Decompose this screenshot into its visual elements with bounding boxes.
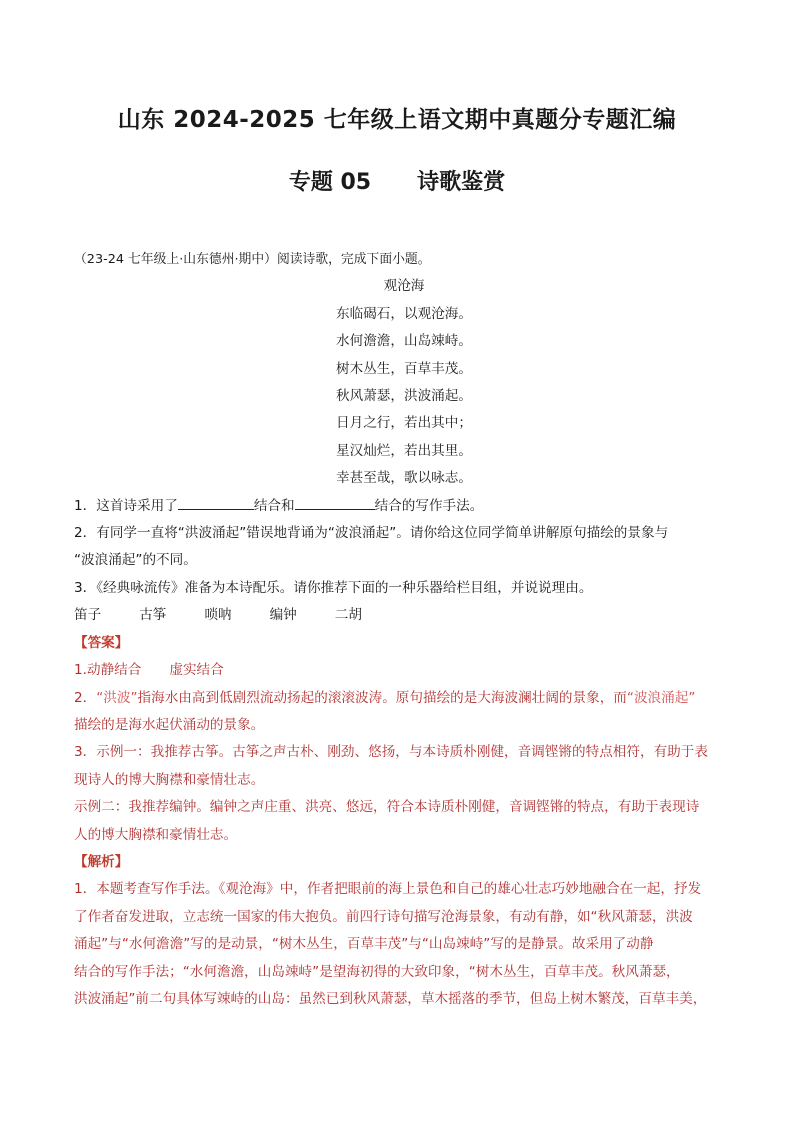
answer-label: 【答案】 [74,634,129,651]
page-subtitle [0,165,794,196]
poem-line: 幸甚至哉，歌以咏志。 [336,470,472,487]
answer-3-example-2-cont: 人的博大胸襟和豪情壮志。 [74,826,238,843]
question-intro: （23-24 七年级上·山东德州·期中）阅读诗歌，完成下面小题。 [74,252,431,267]
analysis-line: 结合的写作手法；“水何澹澹，山岛竦峙”是望海初得的大致印象，“树木丛生，百草丰茂。秋风萧瑟， [74,963,680,980]
topic-number: 专题 05 [288,170,372,195]
poem-line: 日月之行，若出其中； [336,415,472,432]
instrument-option: 古筝 [139,607,167,624]
analysis-line: 了作者奋发进取，立志统一国家的伟大抱负。前四行诗句描写沧海景象，有动有静，如“秋风萧瑟，洪波 [74,908,693,925]
instrument-option: 二胡 [334,607,362,624]
answer-1: 1.动静结合 虚实结合 [74,662,224,679]
answer-blank [178,495,254,510]
answer-3-example-2: 示例二：我推荐编钟。编钟之声庄重、洪亮、悠远，符合本诗质朴刚健，音调铿锵的特点，有助于表现诗 [74,799,700,816]
question-3: 3．《经典咏流传》准备为本诗配乐。请你推荐下面的一种乐器给栏目组，并说说理由。 [74,579,593,596]
poem-line: 水何澹澹，山岛竦峙。 [336,333,472,350]
instrument-option: 编钟 [269,607,297,624]
analysis-label: 【解析】 [74,853,129,870]
page-title: 山东 2024-2025 七年级上语文期中真题分专题汇编 [117,107,677,133]
analysis-line: 涌起”与“水何澹澹”写的是动景，“树木丛生，百草丰茂”与“山岛竦峙”写的是静景。故采用了动静 [74,936,654,953]
question-2: 2．有同学一直将“洪波涌起”错误地背诵为“波浪涌起”。请你给这位同学简单讲解原句描绘的景象与 [74,525,669,542]
poem-line: 树木丛生，百草丰茂。 [336,360,472,377]
answer-3: 3．示例一：我推荐古筝。古筝之声古朴、刚劲、悠扬，与本诗质朴刚健，音调铿锵的特点相符，有助于表 [74,744,708,761]
poem-title: 观沧海 [383,278,425,295]
poem-line: 东临碣石，以观沧海。 [336,305,472,322]
answer-2: 2．“洪波”指海水由高到低剧烈流动扬起的滚滚波涛。原句描绘的是大海波澜壮阔的景象，而“波浪涌起” [74,689,696,706]
poem-line: 秋风萧瑟，洪波涌起。 [336,388,472,405]
analysis-line: 洪波涌起”前二句具体写竦峙的山岛：虽然已到秋风萧瑟，草木摇落的季节，但岛上树木繁茂，百草丰美， [74,990,707,1007]
instrument-options [74,602,728,629]
question-1: 1．这首诗采用了 结合和 结合的写作手法。 [74,493,728,520]
instrument-option: 笛子 [74,607,102,624]
answer-2-cont: 描绘的是海水起伏涌动的景象。 [74,716,265,733]
topic-name: 诗歌鉴赏 [417,170,506,195]
answer-blank [295,495,375,510]
poem-line: 星汉灿烂，若出其里。 [336,442,472,459]
instrument-option: 唢呐 [204,607,232,624]
analysis-line: 1．本题考查写作手法。《观沧海》中，作者把眼前的海上景色和自己的雄心壮志巧妙地融合在一起，抒发 [74,881,702,898]
answer-3-cont: 现诗人的博大胸襟和豪情壮志。 [74,771,265,788]
question-2-cont: “波浪涌起”的不同。 [74,552,197,569]
document-body [74,246,728,1013]
poem [74,273,728,492]
